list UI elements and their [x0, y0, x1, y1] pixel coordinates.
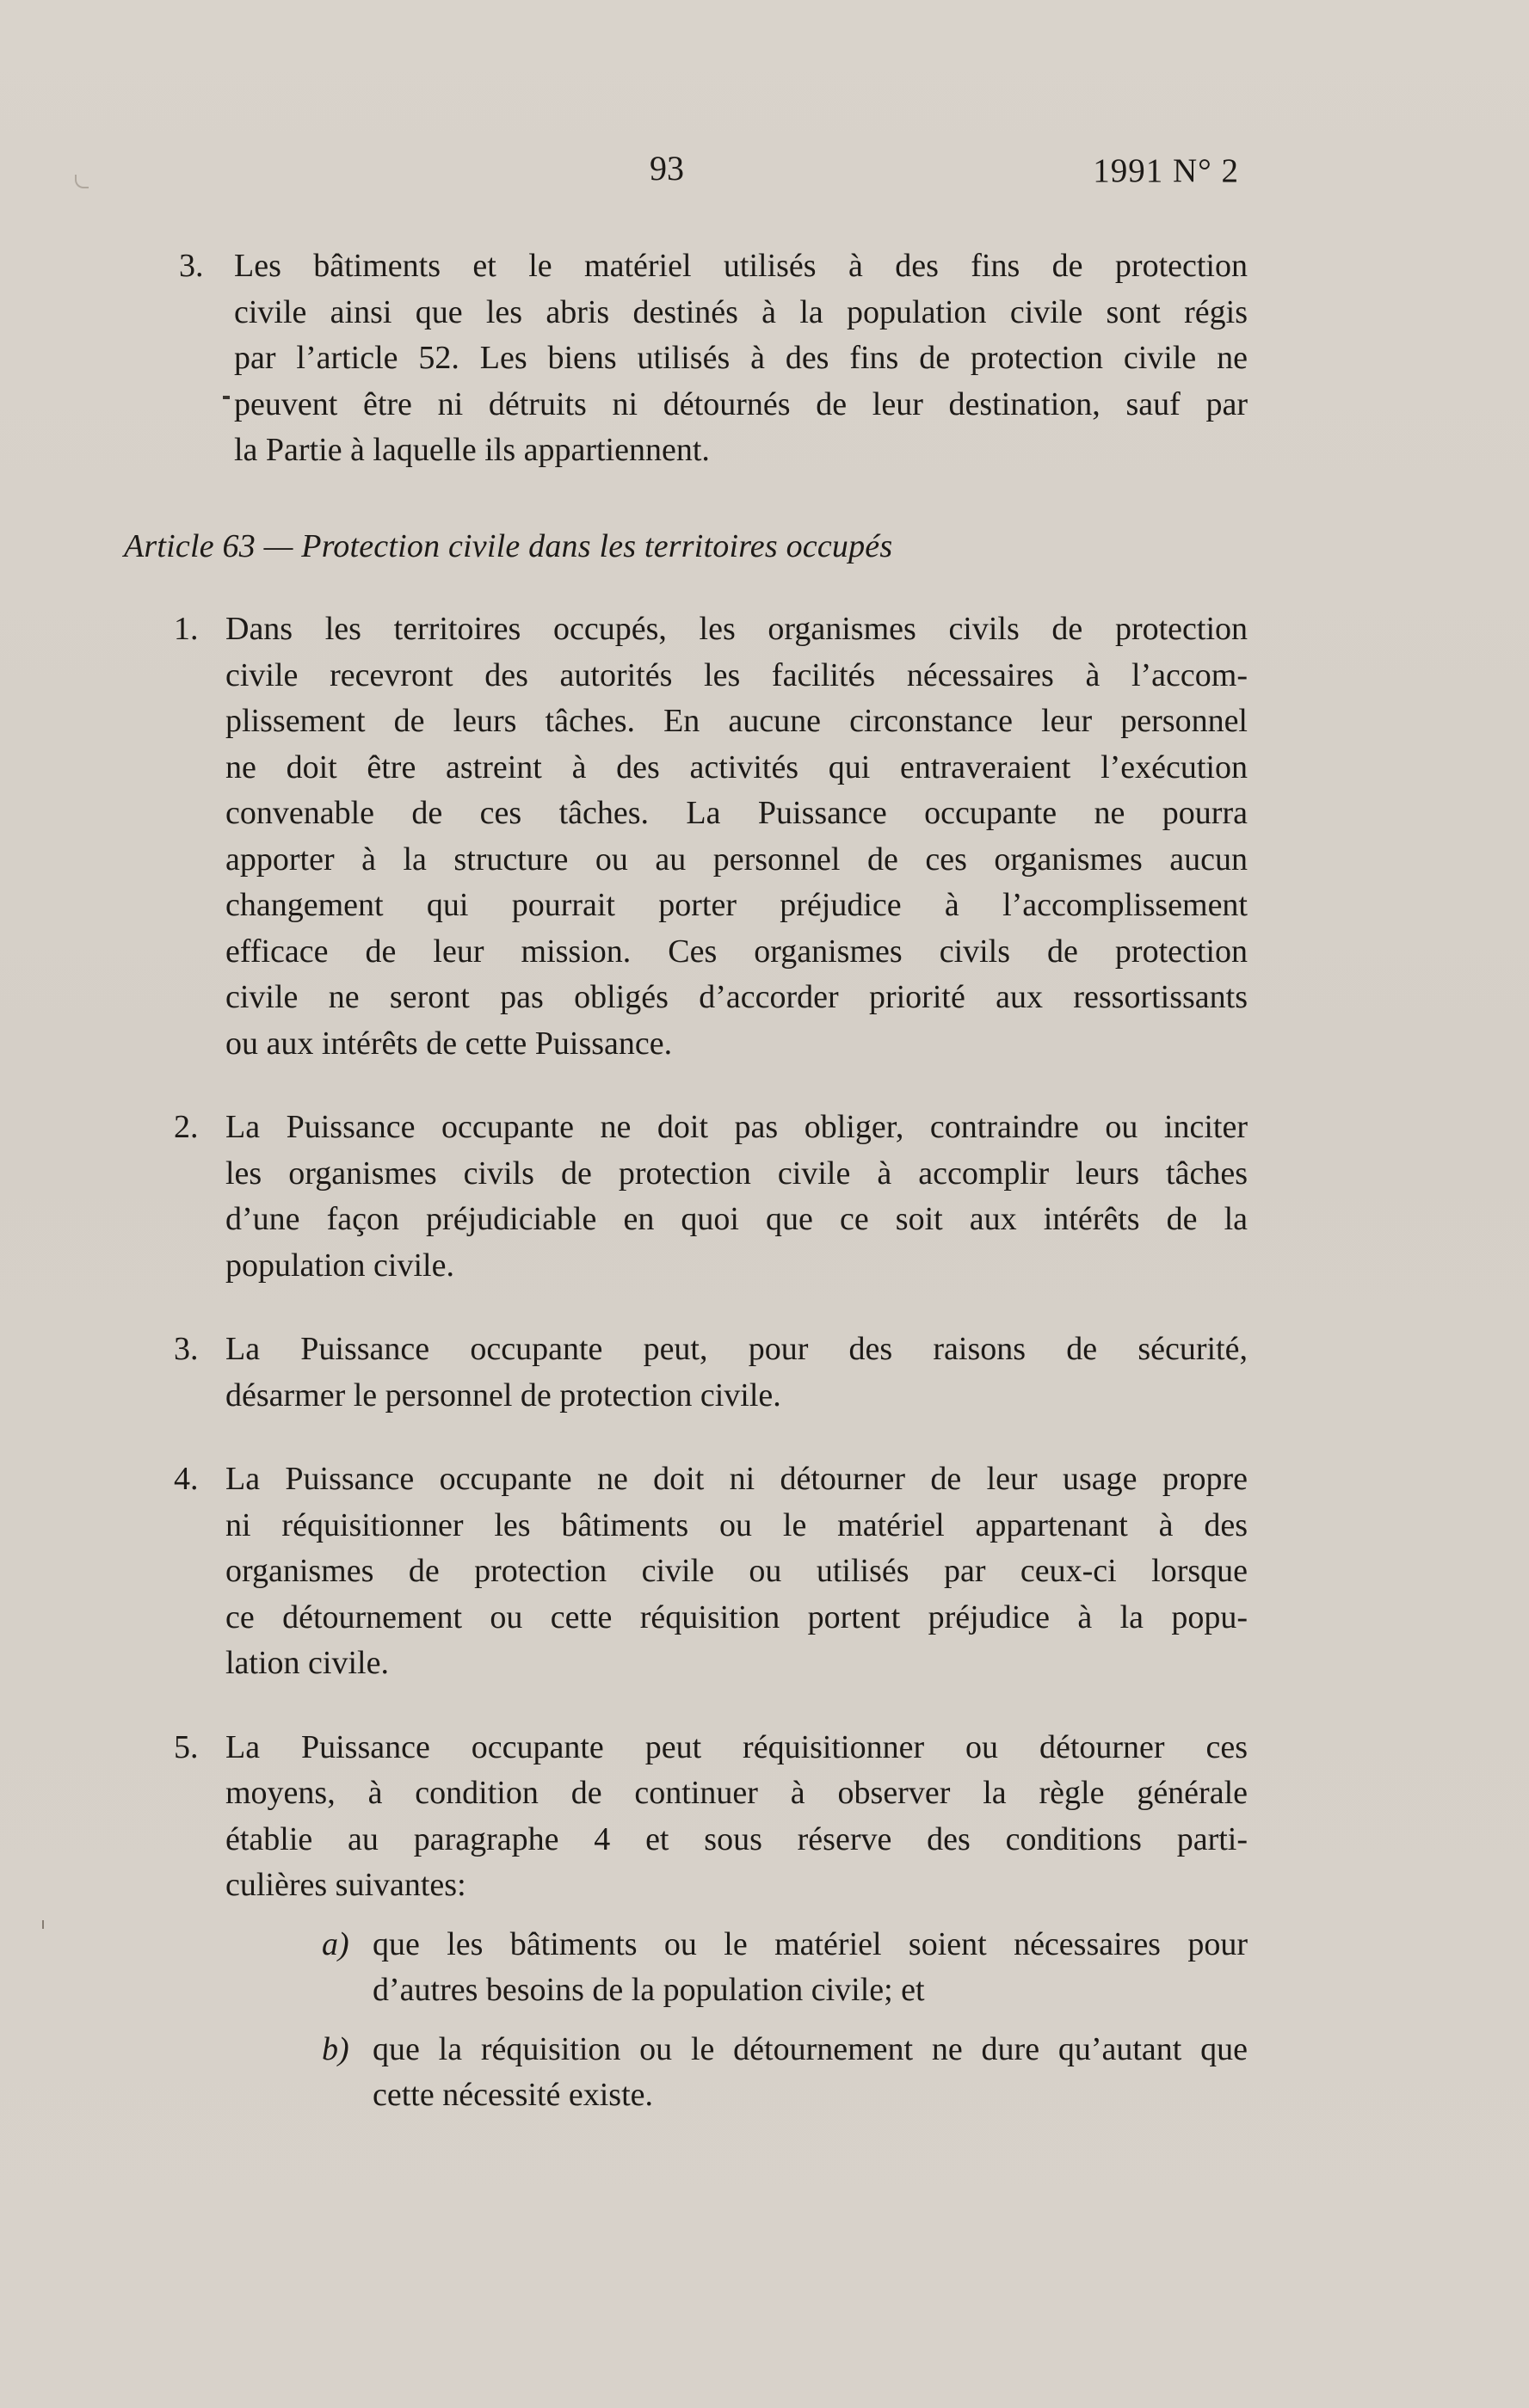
text-line: Les bâtiments et le matériel utilisés à des fins de protection — [234, 248, 1248, 284]
paragraph-number: 3. — [174, 1331, 199, 1367]
article-paragraph-3 — [120, 1327, 1248, 1419]
text-line: population civile. — [225, 1247, 454, 1284]
paragraph-number: 5. — [174, 1728, 199, 1765]
text-line: La Puissance occupante peut réquisitionner ou détourner ces — [225, 1728, 1248, 1765]
article-paragraph-2 — [120, 1105, 1248, 1289]
text-line: cette nécessité existe. — [373, 2077, 654, 2113]
text-line: ou aux intérêts de cette Puissance. — [225, 1025, 673, 1062]
text-line: lation civile. — [225, 1645, 389, 1681]
text-line: moyens, à condition de continuer à observer la règle générale — [225, 1775, 1248, 1811]
subitem-b — [225, 2027, 1248, 2119]
text-line: efficace de leur mission. Ces organismes civils de protection — [225, 933, 1248, 970]
paragraph-number: 4. — [174, 1461, 199, 1497]
text-line: civile ainsi que les abris destinés à la population civile sont régis — [234, 293, 1248, 330]
text-line: ce détournement ou cette réquisition portent préjudice à la popu- — [225, 1598, 1248, 1635]
document-body — [120, 243, 1248, 2157]
article-paragraph-5 — [120, 1725, 1248, 2119]
issue-label: 1991 N° 2 — [1093, 152, 1239, 189]
text-line: la Partie à laquelle ils appartiennent. — [234, 432, 710, 468]
text-line: civile recevront des autorités les facilités nécessaires à l’accom- — [225, 656, 1248, 693]
text-line: apporter à la structure ou au personnel de ces organismes aucun — [225, 841, 1248, 878]
subitem-label: b) — [322, 2030, 349, 2067]
text-line: établie au paragraphe 4 et sous réserve des conditions parti- — [225, 1820, 1248, 1857]
text-line: désarmer le personnel de protection civile. — [225, 1376, 781, 1413]
text-line: d’autres besoins de la population civile; et — [373, 1972, 925, 2008]
subitem-a — [225, 1922, 1248, 2014]
text-line: La Puissance occupante ne doit pas obliger, contraindre ou inciter — [225, 1109, 1248, 1145]
text-line: changement qui pourrait porter préjudice à l’accomplissement — [225, 887, 1248, 923]
text-line: d’une façon préjudiciable en quoi que ce soit aux intérêts de la — [225, 1201, 1248, 1237]
text-line: que les bâtiments ou le matériel soient nécessaires pour — [373, 1925, 1248, 1962]
text-line: Dans les territoires occupés, les organismes civils de protection — [225, 611, 1248, 647]
text-line: La Puissance occupante ne doit ni détourner de leur usage propre — [225, 1461, 1248, 1497]
page-number: 93 — [650, 149, 684, 188]
page-header — [0, 148, 1529, 200]
paragraph-number: 2. — [174, 1109, 199, 1145]
text-line: ne doit être astreint à des activités qui entraveraient l’exécution — [225, 748, 1248, 785]
subitem-label: a) — [322, 1925, 349, 1962]
margin-tick-mark — [42, 1920, 44, 1929]
text-line: La Puissance occupante peut, pour des raisons de sécurité, — [225, 1331, 1248, 1367]
top-paragraph-number: 3. — [179, 248, 204, 284]
text-line: ni réquisitionner les bâtiments ou le matériel appartenant à des — [225, 1506, 1248, 1543]
text-line: par l’article 52. Les biens utilisés à des fins de protection civile ne — [234, 340, 1248, 376]
paragraph-number: 1. — [174, 611, 199, 647]
text-line: plissement de leurs tâches. En aucune circonstance leur personnel — [225, 703, 1248, 739]
article-heading: Article 63 — Protection civile dans les territoires occupés — [124, 527, 893, 564]
text-line: organismes de protection civile ou utilisés par ceux-ci lorsque — [225, 1553, 1248, 1589]
text-line: civile ne seront pas obligés d’accorder priorité aux ressortissants — [225, 979, 1248, 1015]
text-line: peuvent être ni détruits ni détournés de leur destination, sauf par — [234, 385, 1248, 422]
text-line: convenable de ces tâches. La Puissance occupante ne pourra — [225, 795, 1248, 831]
text-line: les organismes civils de protection civile à accomplir leurs tâches — [225, 1155, 1248, 1192]
article-paragraph-4 — [120, 1457, 1248, 1687]
article-paragraph-1 — [120, 607, 1248, 1067]
top-paragraph — [120, 243, 1248, 474]
text-line: que la réquisition ou le détournement ne dure qu’autant que — [373, 2030, 1248, 2067]
text-line: culières suivantes: — [225, 1867, 466, 1903]
